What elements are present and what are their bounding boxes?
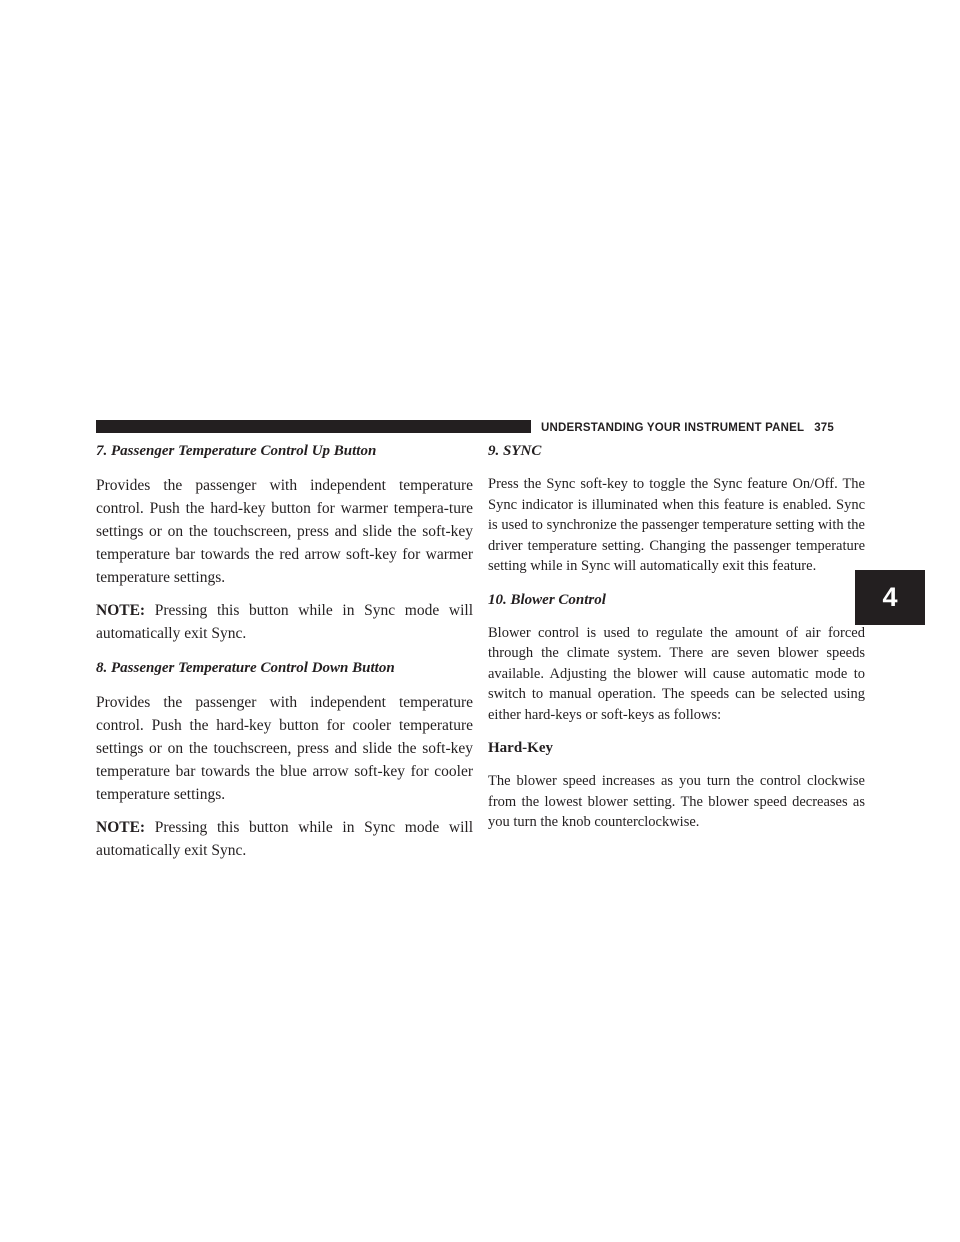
section-8-heading: 8. Passenger Temperature Control Down Button xyxy=(96,660,395,676)
section-8-note xyxy=(96,816,473,862)
section-10-heading: 10. Blower Control xyxy=(488,591,606,608)
note-text: Pressing this button while in Sync mode will automatically exit Sync. xyxy=(96,602,473,642)
section-9-heading: 9. SYNC xyxy=(488,443,542,459)
chapter-tab: 4 xyxy=(855,570,925,625)
section-7-note xyxy=(96,599,473,645)
left-column xyxy=(96,438,473,862)
note-text: Pressing this button while in Sync mode will automatically exit Sync. xyxy=(96,819,473,859)
hardkey-heading: Hard-Key xyxy=(488,740,553,756)
section-9-body: Press the Sync soft-key to toggle the Sync feature On/Off. The Sync indicator is illuminated when this feature is enabled. Sync is used to synchronize the passenger temperature setting with the driver temperature setting. Changing the passenger temperature setting while in Sync will automatically exit this feature. xyxy=(488,476,865,574)
section-10-body: Blower control is used to regulate the amount of air forced through the climate system. There are seven blower speeds available. Adjusting the blower will cause automatic mode to switch to manual operation. The speeds can be selected using either hard-keys or soft-keys as follows: xyxy=(488,624,865,723)
section-title: UNDERSTANDING YOUR INSTRUMENT PANEL xyxy=(541,422,805,434)
note-label: NOTE: xyxy=(96,819,146,836)
page-number: 375 xyxy=(814,422,834,434)
section-7-body: Provides the passenger with independent temperature control. Push the hard-key button for warmer tempera-ture settings or on the touchscreen, press and slide the soft-key temperature bar towards the red arrow soft-key for warmer temperature settings. xyxy=(96,477,473,586)
running-head xyxy=(541,420,834,436)
right-column xyxy=(488,438,865,833)
header-rule xyxy=(96,420,531,433)
hardkey-body: The blower speed increases as you turn the control clockwise from the lowest blower setting. The blower speed decreases as you turn the knob counterclockwise. xyxy=(488,773,865,830)
section-8-body: Provides the passenger with independent temperature control. Push the hard-key button for cooler temperature settings or on the touchscreen, press and slide the soft-key temperature bar towards the blue arrow soft-key for cooler temperature settings. xyxy=(96,694,473,803)
section-7-heading: 7. Passenger Temperature Control Up Button xyxy=(96,443,377,459)
note-label: NOTE: xyxy=(96,602,146,619)
